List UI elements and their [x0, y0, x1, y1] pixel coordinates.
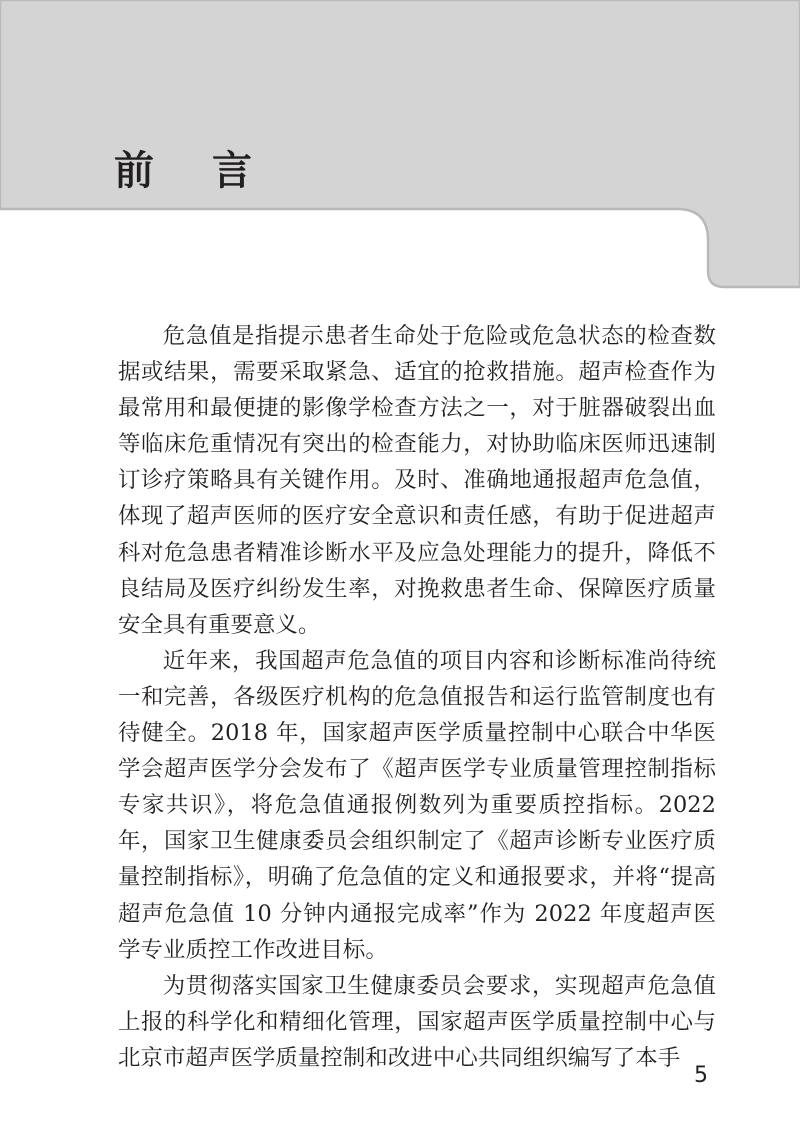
page-title: 前言: [114, 148, 310, 194]
page-number: 5: [694, 1063, 708, 1088]
paragraph: 为贯彻落实国家卫生健康委员会要求，实现超声危急值上报的科学化和精细化管理，国家超声医学质量控制中心与北京市超声医学质量控制和改进中心共同组织编写了本手: [118, 972, 716, 1071]
body-text: [118, 318, 716, 1076]
paragraph: 近年来，我国超声危急值的项目内容和诊断标准尚待统一和完善，各级医疗机构的危急值报告和运行监管制度也有待健全。2018 年，国家超声医学质量控制中心联合中华医学会超声医学分会发布了《超声医学专业质量管理控制指标专家共识》，将危急值通报例数列为重要质控指标。2022 年，国家卫生健康委员会组织制定了《超声诊断专业医疗质量控制指标》，明确了危急值的定义和通报要求，并将“提高超声危急值 10 分钟内通报完成率”作为 2022 年度超声医学专业质控工作改进目标。: [118, 647, 716, 963]
paragraph: 危急值是指提示患者生命处于危险或危急状态的检查数据或结果，需要采取紧急、适宜的抢救措施。超声检查作为最常用和最便捷的影像学检查方法之一，对于脏器破裂出血等临床危重情况有突出的检查能力，对协助临床医师迅速制订诊疗策略具有关键作用。及时、准确地通报超声危急值，体现了超声医师的医疗安全意识和责任感，有助于促进超声科对危急患者精准诊断水平及应急处理能力的提升，降低不良结局及医疗纠纷发生率，对挽救患者生命、保障医疗质量安全具有重要意义。: [118, 323, 716, 638]
